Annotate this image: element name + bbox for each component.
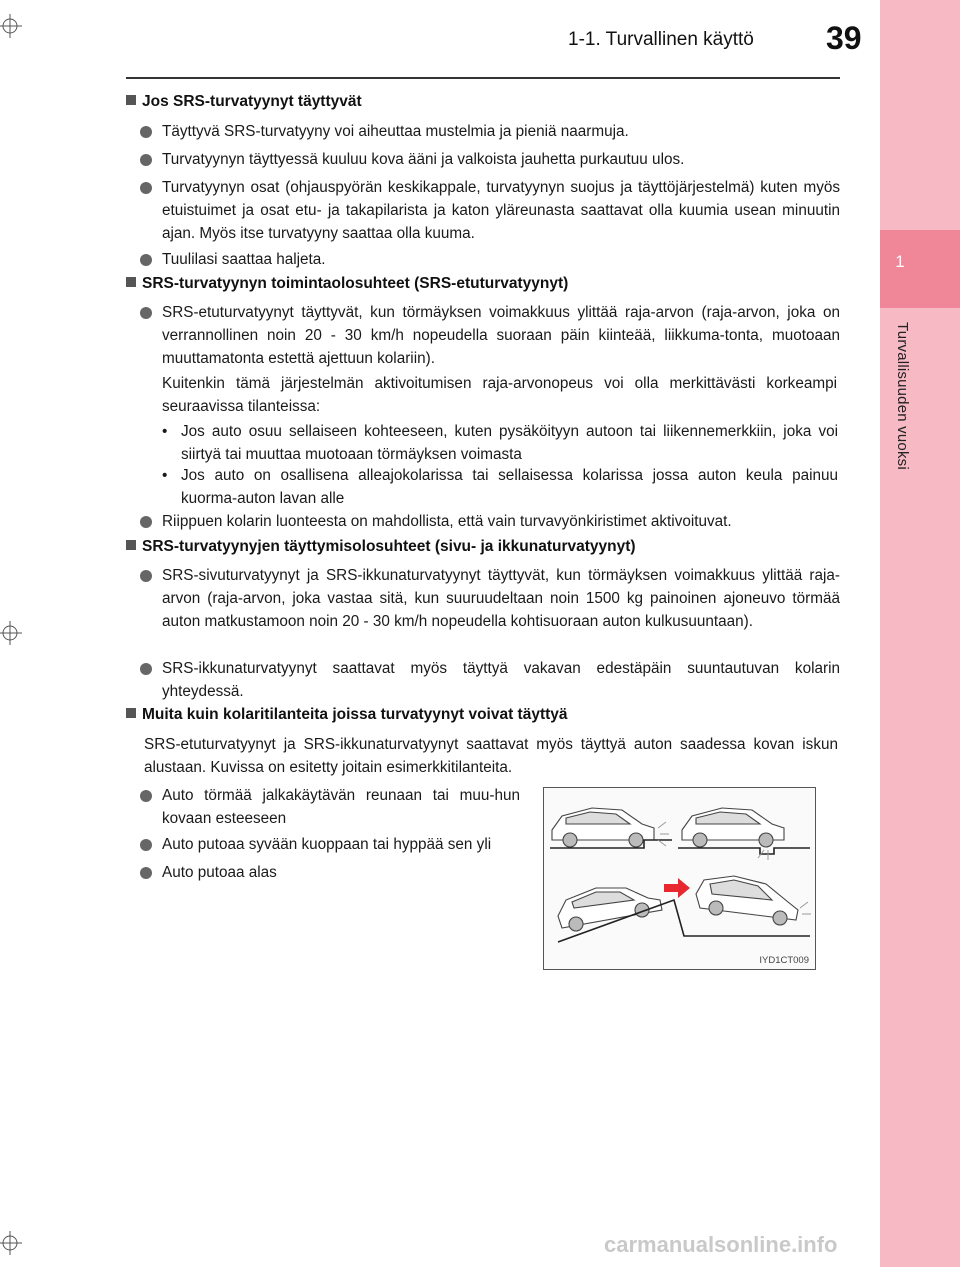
square-bullet-icon bbox=[126, 708, 136, 718]
bullet-dot-icon bbox=[140, 570, 152, 582]
section-heading: SRS-turvatyynyn toimintaolosuhteet (SRS-etuturvatyynyt) bbox=[126, 275, 568, 293]
list-item: SRS-sivuturvatyynyt ja SRS-ikkunaturvatyynyt täyttyvät, kun törmäyksen voimakkuus ylittää raja-arvon (raja-arvon, joka vastaa sitä, kun suuruudeltaan noin 1500 kg painoinen ajoneuvo törmää auton matkustamoon noin 20 - 30 km/h nopeudella kohtisuoraan auton kulkusuuntaan). bbox=[140, 564, 840, 633]
paragraph: Kuitenkin tämä järjestelmän aktivoitumisen raja-arvonopeus voi olla merkittävästi korkeampi seuraavissa tilanteissa: bbox=[162, 375, 837, 415]
bullet-dot-icon bbox=[140, 839, 152, 851]
list-item: Turvatyynyn osat (ohjauspyörän keskikappale, turvatyynyn suojus ja täyttöjärjestelmä) kuten myös etuistuimet ja osat etu- ja takapilarista ja katon yläreunasta saattavat olla kuumia usean minuutin ajan. Myös itse turvatyyny saattaa olla kuuma. bbox=[140, 176, 840, 245]
list-item: SRS-ikkunaturvatyynyt saattavat myös täyttyä vakavan edestäpäin suuntautuvan kolarin yhteydessä. bbox=[140, 657, 840, 703]
watermark: carmanualsonline.info bbox=[604, 1232, 838, 1257]
bullet-dot-icon bbox=[140, 867, 152, 879]
bullet-dot-icon bbox=[140, 663, 152, 675]
header-divider bbox=[126, 77, 840, 79]
bullet-dot-icon bbox=[140, 790, 152, 802]
section-heading: Jos SRS-turvatyynyt täyttyvät bbox=[126, 93, 362, 111]
chapter-sidebar bbox=[880, 0, 960, 1267]
list-item: Turvatyynyn täyttyessä kuuluu kova ääni ja valkoista jauhetta purkautuu ulos. bbox=[140, 148, 840, 171]
square-bullet-icon bbox=[126, 277, 136, 287]
bullet-dot-icon bbox=[140, 254, 152, 266]
square-bullet-icon bbox=[126, 540, 136, 550]
bullet-dot-icon bbox=[140, 182, 152, 194]
list-item: Auto törmää jalkakäytävän reunaan tai muu-hun kovaan esteeseen bbox=[140, 784, 520, 830]
list-item: Tuulilasi saattaa haljeta. bbox=[140, 248, 840, 271]
bullet-dot-icon bbox=[140, 307, 152, 319]
arrow-icon bbox=[664, 878, 690, 898]
illustration-figure bbox=[543, 787, 816, 970]
list-item: Auto putoaa syvään kuoppaan tai hyppää sen yli bbox=[140, 833, 520, 856]
car-impact-illustration bbox=[544, 788, 815, 969]
section-heading: Muita kuin kolaritilanteita joissa turvatyynyt voivat täyttyä bbox=[126, 706, 568, 724]
list-item: Auto putoaa alas bbox=[140, 861, 520, 884]
page-number: 39 bbox=[826, 20, 862, 56]
sub-list-item: • Jos auto osuu sellaiseen kohteeseen, kuten pysäköityyn autoon tai liikennemerkkiin, joka voi siirtyä tai muuttaa muotoaan törmäyksen voimasta bbox=[162, 423, 838, 463]
section-heading: SRS-turvatyynyjen täyttymisolosuhteet (sivu- ja ikkunaturvatyynyt) bbox=[126, 538, 636, 556]
section-title: 1-1. Turvallinen käyttö bbox=[568, 29, 754, 50]
list-item: Täyttyvä SRS-turvatyyny voi aiheuttaa mustelmia ja pieniä naarmuja. bbox=[140, 120, 840, 143]
bullet-dot-icon bbox=[140, 516, 152, 528]
bullet-dot-icon bbox=[140, 154, 152, 166]
bullet-dot-icon bbox=[140, 126, 152, 138]
list-item: SRS-etuturvatyynyt täyttyvät, kun törmäyksen voimakkuus ylittää raja-arvon (raja-arvon, joka on verrannollinen noin 20 - 30 km/h nopeudella suoraan päin kiinteää, liikkuma-tonta, muotoaan muuttamatonta estettä ajettuun kolariin). bbox=[140, 301, 840, 370]
figure-id: IYD1CT009 bbox=[759, 955, 809, 966]
chapter-title: Turvallisuuden vuoksi bbox=[894, 322, 911, 470]
square-bullet-icon bbox=[126, 95, 136, 105]
chapter-number: 1 bbox=[895, 252, 905, 271]
sub-list-item: • Jos auto on osallisena alleajokolarissa tai sellaisessa kolarissa jossa auton keula painuu kuorma-auton lavan alle bbox=[162, 467, 838, 507]
chapter-tab bbox=[880, 230, 960, 308]
paragraph: SRS-etuturvatyynyt ja SRS-ikkunaturvatyynyt saattavat myös täyttyä auton saadessa kovan iskun alustaan. Kuvissa on esitetty joitain esimerkkitilanteita. bbox=[144, 736, 838, 776]
list-item: Riippuen kolarin luonteesta on mahdollista, että vain turvavyönkiristimet aktivoituvat. bbox=[140, 510, 840, 533]
